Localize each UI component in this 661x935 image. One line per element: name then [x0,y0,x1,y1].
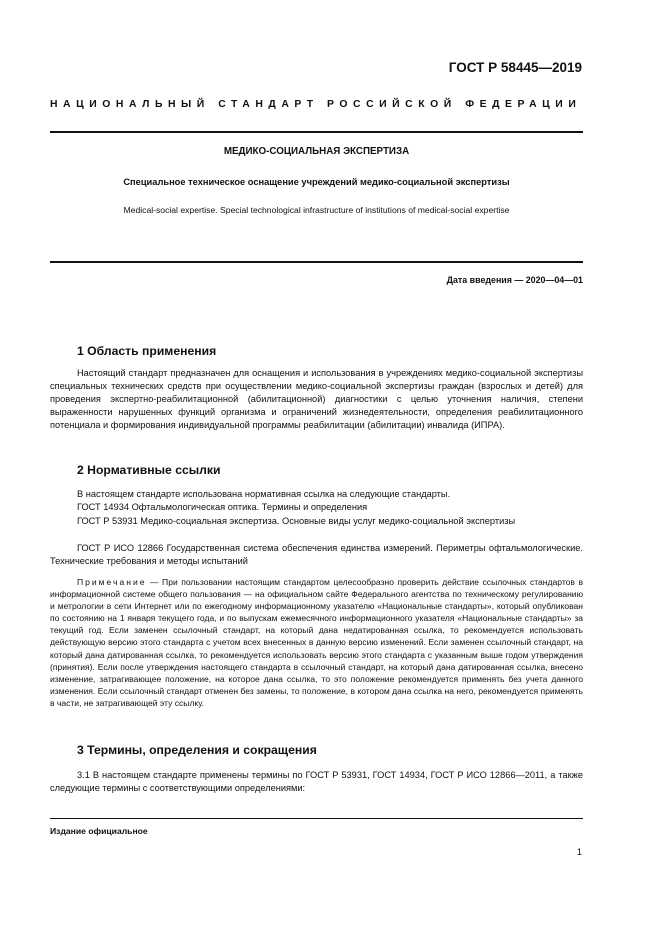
header-rule [50,131,583,133]
section-3-text: 3.1 В настоящем стандарте применены термины по ГОСТ Р 53931, ГОСТ 14934, ГОСТ Р ИСО 12866—2011, а также следующие термины с соответствующими определениями: [50,770,583,794]
note-text: — При пользовании настоящим стандартом целесообразно проверить действие ссылочных стандартов в информационной системе общего пользования — на официальном сайте Федерального агентства по техническому регулированию и метрологии в сети Интернет или по ежегодному информационному указателю «Национальные стандарты», который опубликован по состоянию на 1 января текущего года, и по выпускам ежемесячного информационного указателя «Национальные стандарты» за текущий год. Если заменен ссылочный стандарт, на который дана недатированная ссылка, то рекомендуется использовать действующую версию этого стандарта с учетом всех внесенных в данную версию изменений. Если заменен ссылочный стандарт, на который дана датированная ссылка, то рекомендуется использовать версию этого стандарта с указанным выше годом утверждения (принятия). Если после утверждения настоящего стандарта в ссылочный стандарт, на который дана датированная ссылка, внесено изменение, затрагивающее положение, на которое дана ссылка, то это положение рекомендуется применять без учета данного изменения. Если ссылочный стандарт отменен без замены, то положение, в котором дана ссылка на него, рекомендуется применять в части, не затрагивающей эту ссылку. [50,577,583,708]
title-rule [50,261,583,263]
section-2-note [50,576,583,709]
standard-title-english: Medical-social expertise. Special technological infrastructure of institutions of medical-social expertise [123,205,510,215]
section-2-paragraph: В настоящем стандарте использована нормативная ссылка на следующие стандарты. [77,489,451,499]
edition-label: Издание официальное [50,826,148,836]
section-3-heading: 3 Термины, определения и сокращения [77,743,317,757]
section-2-paragraph: ГОСТ Р ИСО 12866 Государственная система обеспечения единства измерений. Периметры офтальмологические. Технические требования и методы испытаний [50,543,583,567]
section-2-paragraph: ГОСТ 14934 Офтальмологическая оптика. Термины и определения [77,502,368,512]
introduction-date: Дата введения — 2020—04—01 [446,275,583,285]
section-1-heading: 1 Область применения [77,344,217,358]
footer-rule [50,818,583,819]
section-2-heading: 2 Нормативные ссылки [77,463,221,477]
standard-title: МЕДИКО-СОЦИАЛЬНАЯ ЭКСПЕРТИЗА [223,146,410,157]
section-2-paragraph: ГОСТ Р 53931 Медико-социальная экспертиза. Основные виды услуг медико-социальной экспертизы [77,516,516,526]
gost-number: ГОСТ Р 58445—2019 [448,60,582,75]
standard-subtitle: Специальное техническое оснащение учреждений медико-социальной экспертизы [123,177,510,187]
note-label: Примечание [77,577,147,587]
section-1-text: Настоящий стандарт предназначен для оснащения и использования в учреждениях медико-социальной экспертизы специальных технических средств при осуществлении медико-социальной экспертизы граждан (взрослых и детей) для проведения экспертно-реабилитационной (абилитационной) диагностики с целью уточнения наличия, степени выраженности нарушенных функций организма и ограничений жизнедеятельности, определения реабилитационного потенциала и формирования индивидуальной программы реабилитации (абилитации) инвалида (ИПРА). [50,368,583,431]
national-standard-label: НАЦИОНАЛЬНЫЙ СТАНДАРТ РОССИЙСКОЙ ФЕДЕРАЦИИ [50,99,582,110]
page-number: 1 [576,847,582,857]
